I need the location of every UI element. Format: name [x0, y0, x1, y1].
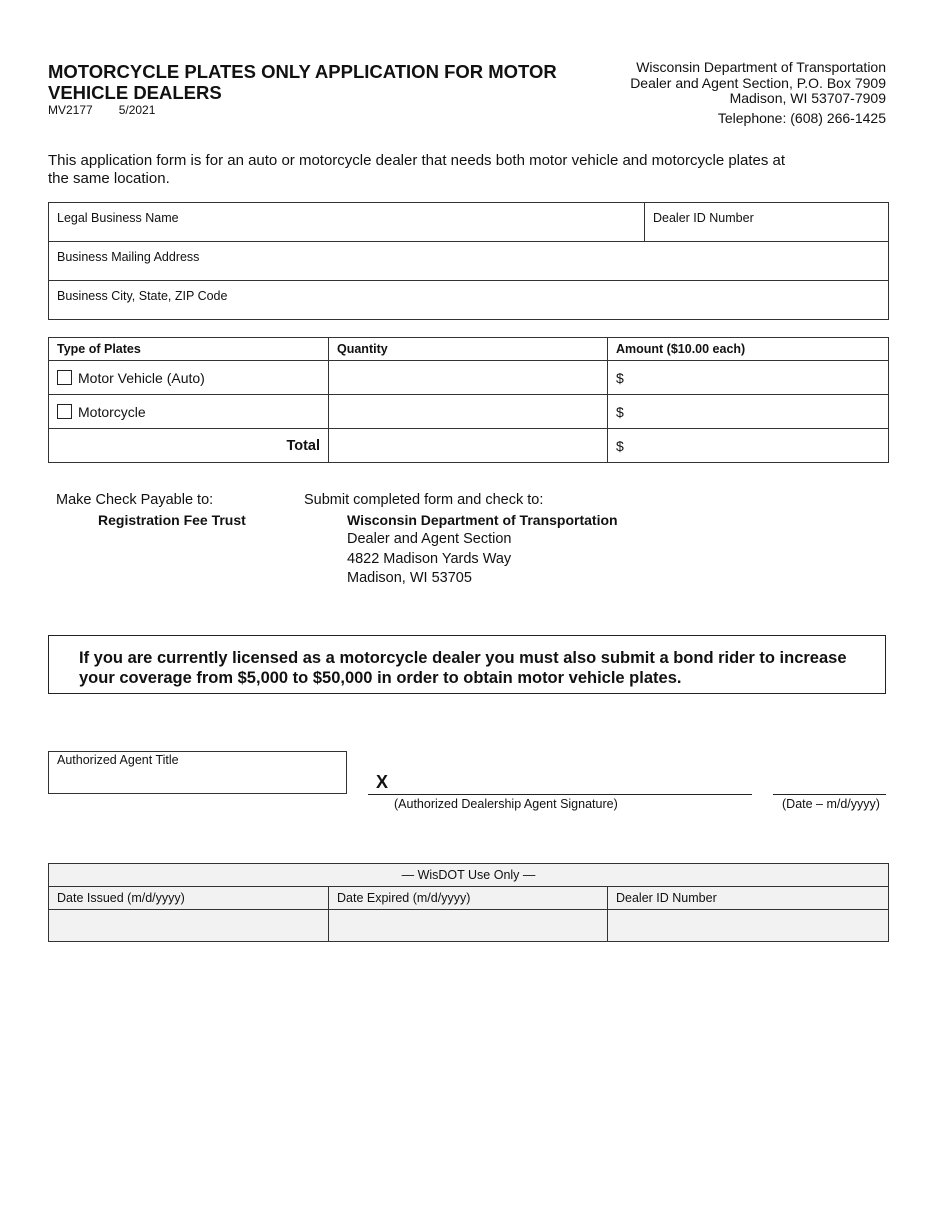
bond-rider-notice: If you are currently licensed as a motorcycle dealer you must also submit a bond rider to increase your coverage from $5,000 to $50,000 in order to obtain motor vehicle plates. — [48, 635, 886, 694]
motorcycle-label: Motorcycle — [78, 403, 146, 420]
form-revision-date: 5/2021 — [118, 103, 156, 117]
motor-vehicle-row-type — [49, 361, 329, 395]
city-state-zip-label: Business City, State, ZIP Code — [57, 289, 228, 303]
signature-x-mark: X — [376, 772, 389, 792]
total-quantity-field[interactable] — [329, 429, 608, 463]
agency-address — [630, 60, 886, 126]
motor-vehicle-quantity-field[interactable] — [329, 361, 608, 395]
header-amount: Amount ($10.00 each) — [608, 338, 889, 361]
header-type-of-plates: Type of Plates — [49, 338, 329, 361]
motor-vehicle-label: Motor Vehicle (Auto) — [78, 369, 205, 386]
motorcycle-row-type — [49, 395, 329, 429]
motor-vehicle-amount-field[interactable] — [608, 361, 889, 395]
submit-city: Madison, WI 53705 — [347, 570, 472, 586]
motorcycle-quantity-field[interactable] — [329, 395, 608, 429]
agent-title-field[interactable] — [48, 751, 347, 794]
date-expired-label: Date Expired (m/d/yyyy) — [329, 887, 608, 910]
legal-business-name-field[interactable] — [49, 203, 645, 242]
currency-symbol: $ — [616, 437, 624, 454]
total-amount-field[interactable] — [608, 429, 889, 463]
date-line[interactable] — [773, 794, 886, 795]
submit-to-block — [304, 491, 618, 589]
signature-caption: (Authorized Dealership Agent Signature) — [394, 797, 618, 811]
wisdot-dealer-id-field[interactable] — [608, 910, 889, 942]
signature-line[interactable] — [368, 794, 752, 795]
submit-agency-name: Wisconsin Department of Transportation — [347, 511, 618, 528]
motorcycle-checkbox[interactable] — [57, 404, 72, 419]
intro-text: This application form is for an auto or motorcycle dealer that needs both motor vehicle and motorcycle plates at the same location. — [48, 152, 786, 187]
wisdot-use-caption: — WisDOT Use Only — — [49, 864, 889, 887]
business-info-table — [48, 202, 889, 320]
agency-section: Dealer and Agent Section, P.O. Box 7909 — [630, 74, 886, 91]
submit-label: Submit completed form and check to: — [304, 492, 544, 508]
plates-table — [48, 337, 889, 463]
payable-to: Registration Fee Trust — [98, 511, 246, 528]
dealer-id-field[interactable] — [645, 203, 889, 242]
payable-to-block — [56, 491, 246, 530]
city-state-zip-field[interactable] — [49, 281, 889, 320]
agency-name: Wisconsin Department of Transportation — [636, 59, 886, 75]
form-title: MOTORCYCLE PLATES ONLY APPLICATION FOR MOTOR VEHICLE DEALERS — [48, 61, 557, 103]
agency-city: Madison, WI 53707-7909 — [729, 90, 886, 106]
agency-phone: Telephone: (608) 266-1425 — [717, 109, 886, 126]
currency-symbol: $ — [616, 369, 624, 386]
date-issued-field[interactable] — [49, 910, 329, 942]
form-number-line — [48, 103, 155, 117]
payable-label: Make Check Payable to: — [56, 492, 214, 508]
currency-symbol: $ — [616, 403, 624, 420]
form-number: MV2177 — [48, 103, 93, 117]
submit-section: Dealer and Agent Section — [347, 531, 512, 547]
date-caption: (Date – m/d/yyyy) — [782, 797, 880, 811]
date-expired-field[interactable] — [329, 910, 608, 942]
dealer-id-label: Dealer ID Number — [653, 211, 754, 225]
agent-title-label: Authorized Agent Title — [57, 753, 179, 767]
motor-vehicle-checkbox[interactable] — [57, 370, 72, 385]
mailing-address-label: Business Mailing Address — [57, 250, 200, 264]
header-quantity: Quantity — [329, 338, 608, 361]
mailing-address-field[interactable] — [49, 242, 889, 281]
total-label: Total — [49, 429, 329, 463]
legal-business-name-label: Legal Business Name — [57, 211, 179, 225]
wisdot-use-table — [48, 863, 889, 942]
motorcycle-amount-field[interactable] — [608, 395, 889, 429]
submit-street: 4822 Madison Yards Way — [347, 550, 512, 567]
wisdot-dealer-id-label: Dealer ID Number — [608, 887, 889, 910]
date-issued-label: Date Issued (m/d/yyyy) — [49, 887, 329, 910]
